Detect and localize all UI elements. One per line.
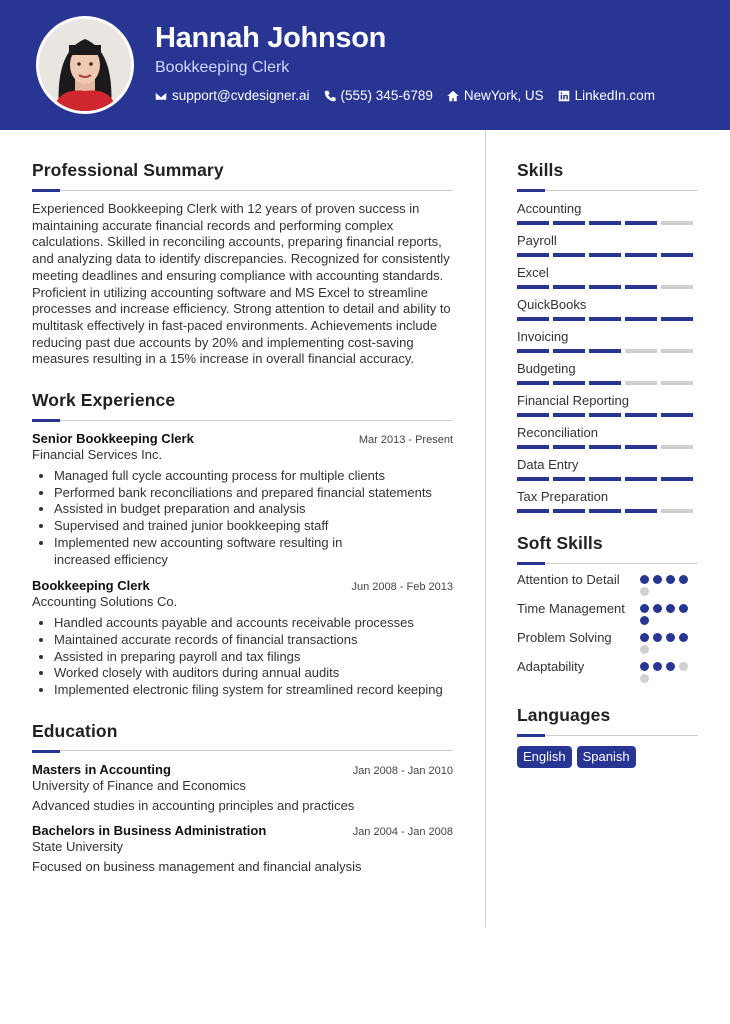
skills-list	[517, 201, 698, 513]
soft-skills-section	[517, 533, 698, 683]
skill-level-segment	[661, 285, 693, 289]
education-date: Jan 2008 - Jan 2010	[352, 764, 453, 777]
language-badge: Spanish	[577, 746, 636, 768]
list-item: • Assisted in budget preparation and analysis	[54, 501, 453, 518]
soft-skill-rating	[640, 572, 698, 596]
skill-level-segment	[553, 317, 585, 321]
job-date: Jun 2008 - Feb 2013	[351, 581, 453, 594]
skill-level-bar	[517, 381, 698, 385]
contact-location	[447, 88, 544, 103]
home-icon	[447, 90, 459, 102]
skill-level-bar	[517, 253, 698, 257]
contact-location-text: NewYork, US	[463, 88, 544, 103]
resume-header	[0, 0, 730, 130]
skill-level-segment	[589, 381, 621, 385]
rating-dot	[653, 633, 662, 642]
summary-text: Experienced Bookkeeping Clerk with 12 years of proven success in maintaining accurate financial records and performing complex calculations. Skilled in reconciling accounts, preparing financial reports, and analyzing data to identify discrepancies. Recognized for consistently meeting deadlines and ensuring compliance with accounting standards. Proficient in utilizing accounting software and MS Excel to streamline processes and increase efficiency. Strong attention to detail and ability to multitask effectively in fast-paced environments. Achievements include reducing past due accounts by 20% and implementing cost-saving measures resulting in a 15% increase in overall financial accuracy.	[32, 201, 451, 367]
rating-dot	[653, 575, 662, 584]
education-heading: Education	[32, 720, 118, 741]
soft-skill-item	[517, 572, 698, 596]
contact-list	[155, 88, 655, 103]
skill-level-segment	[517, 445, 549, 449]
skill-level-segment	[553, 221, 585, 225]
skill-level-bar	[517, 221, 698, 225]
skill-level-segment	[517, 221, 549, 225]
skill-level-segment	[553, 381, 585, 385]
skill-level-segment	[589, 445, 621, 449]
skill-item	[517, 361, 698, 385]
rating-dot	[640, 662, 649, 671]
summary-section	[32, 160, 453, 368]
candidate-title: Bookkeeping Clerk	[155, 59, 290, 76]
degree-title: Bachelors in Business Administration	[32, 822, 267, 838]
skill-level-segment	[661, 381, 693, 385]
list-item: • Worked closely with auditors during annual audits	[54, 665, 453, 682]
skill-level-segment	[517, 509, 549, 513]
skill-level-segment	[517, 285, 549, 289]
list-item: • Supervised and trained junior bookkeeping staff	[54, 518, 453, 535]
experience-section	[32, 390, 453, 699]
soft-skill-item	[517, 630, 698, 654]
job-date: Mar 2013 - Present	[358, 434, 453, 447]
soft-skill-name: Problem Solving	[517, 630, 612, 645]
soft-skills-heading: Soft Skills	[517, 533, 603, 553]
skill-level-segment	[625, 381, 657, 385]
skill-name: Reconciliation	[517, 425, 598, 440]
section-underline	[517, 189, 698, 191]
skill-item	[517, 489, 698, 513]
rating-dot	[640, 604, 649, 613]
contact-email-text: support@cvdesigner.ai	[172, 88, 310, 103]
soft-skill-name: Adaptability	[517, 659, 585, 674]
skill-level-segment	[625, 317, 657, 321]
skill-level-segment	[625, 509, 657, 513]
contact-phone-text: (555) 345-6789	[340, 88, 433, 103]
skill-level-segment	[517, 413, 549, 417]
skill-name: QuickBooks	[517, 297, 587, 312]
rating-dot	[640, 616, 649, 625]
soft-skill-rating	[640, 659, 698, 683]
skill-level-bar	[517, 413, 698, 417]
skill-level-segment	[589, 413, 621, 417]
column-divider	[485, 130, 486, 927]
skill-item	[517, 393, 698, 417]
rating-dot	[679, 662, 688, 671]
job-title: Bookkeeping Clerk	[32, 578, 150, 594]
skill-name: Excel	[517, 265, 549, 280]
rating-dot	[679, 604, 688, 613]
skill-level-segment	[661, 253, 693, 257]
skill-item	[517, 265, 698, 289]
skill-item	[517, 425, 698, 449]
skill-level-segment	[589, 253, 621, 257]
job-entry	[32, 431, 453, 568]
phone-icon	[324, 90, 336, 102]
skill-level-segment	[661, 477, 693, 481]
job-entry	[32, 578, 453, 699]
section-underline	[32, 189, 453, 191]
job-bullets	[32, 468, 453, 568]
education-description: Advanced studies in accounting principles and practices	[32, 797, 355, 813]
summary-heading: Professional Summary	[32, 160, 224, 180]
school-name: University of Finance and Economics	[32, 777, 246, 793]
skill-level-segment	[625, 349, 657, 353]
rating-dot	[679, 575, 688, 584]
skill-name: Data Entry	[517, 457, 579, 472]
skill-level-segment	[625, 413, 657, 417]
soft-skills-list	[517, 572, 698, 683]
list-item: • Maintained accurate records of financial transactions	[54, 632, 453, 649]
skill-item	[517, 329, 698, 353]
rating-dot	[653, 604, 662, 613]
skill-level-segment	[661, 445, 693, 449]
main-column	[32, 160, 453, 874]
job-bullets	[32, 615, 453, 699]
education-entry	[32, 823, 453, 874]
education-entry	[32, 762, 453, 813]
skill-level-segment	[553, 477, 585, 481]
job-title: Senior Bookkeeping Clerk	[32, 431, 194, 447]
list-item: • Assisted in preparing payroll and tax filings	[54, 649, 453, 666]
skill-level-segment	[517, 381, 549, 385]
soft-skill-item	[517, 659, 698, 683]
soft-skill-rating	[640, 630, 698, 654]
skill-level-segment	[625, 445, 657, 449]
section-underline	[517, 562, 698, 564]
skill-level-segment	[589, 509, 621, 513]
skill-level-segment	[625, 221, 657, 225]
skill-level-segment	[589, 317, 621, 321]
skill-level-segment	[553, 445, 585, 449]
profile-photo	[36, 16, 134, 114]
skill-level-segment	[553, 413, 585, 417]
skill-level-segment	[625, 477, 657, 481]
skill-level-segment	[589, 285, 621, 289]
rating-dot	[679, 633, 688, 642]
rating-dot	[640, 633, 649, 642]
skill-level-segment	[661, 221, 693, 225]
language-badge: English	[517, 746, 572, 768]
skill-name: Financial Reporting	[517, 393, 630, 408]
contact-phone[interactable]	[324, 88, 433, 103]
skill-level-segment	[517, 253, 549, 257]
skill-name: Payroll	[517, 233, 557, 248]
degree-title: Masters in Accounting	[32, 761, 171, 777]
skill-level-bar	[517, 477, 698, 481]
section-underline	[32, 750, 453, 752]
education-section	[32, 721, 453, 874]
skill-level-bar	[517, 445, 698, 449]
languages-list	[517, 746, 698, 768]
linkedin-icon	[558, 90, 570, 102]
list-item: • Handled accounts payable and accounts receivable processes	[54, 615, 453, 632]
skill-level-segment	[661, 413, 693, 417]
rating-dot	[666, 662, 675, 671]
side-column	[517, 160, 698, 768]
skill-level-segment	[553, 349, 585, 353]
languages-section	[517, 705, 698, 768]
skill-name: Invoicing	[517, 329, 569, 344]
job-company: Financial Services Inc.	[32, 447, 163, 463]
soft-skill-item	[517, 601, 698, 625]
skill-level-segment	[589, 349, 621, 353]
skill-name: Accounting	[517, 201, 582, 216]
rating-dot	[640, 645, 649, 654]
languages-heading: Languages	[517, 705, 611, 725]
rating-dot	[640, 575, 649, 584]
skill-level-segment	[661, 317, 693, 321]
skill-level-segment	[625, 253, 657, 257]
skill-level-segment	[517, 477, 549, 481]
skill-level-bar	[517, 509, 698, 513]
avatar	[39, 19, 131, 111]
list-item: • Implemented electronic filing system for streamlined record keeping	[54, 682, 453, 699]
soft-skill-rating	[640, 601, 698, 625]
list-item: • Implemented new accounting software resulting in increased efficiency	[54, 535, 453, 568]
job-company: Accounting Solutions Co.	[32, 594, 178, 610]
skill-item	[517, 201, 698, 225]
experience-heading: Work Experience	[32, 390, 176, 411]
skill-level-bar	[517, 349, 698, 353]
skill-level-segment	[553, 253, 585, 257]
contact-linkedin-text: LinkedIn.com	[574, 88, 655, 103]
soft-skill-name: Time Management	[517, 601, 625, 616]
rating-dot	[653, 662, 662, 671]
skill-item	[517, 457, 698, 481]
envelope-icon	[155, 90, 167, 102]
skill-name: Tax Preparation	[517, 489, 609, 504]
education-date: Jan 2004 - Jan 2008	[352, 825, 453, 838]
skill-level-segment	[589, 221, 621, 225]
education-description: Focused on business management and financial analysis	[32, 858, 362, 874]
section-underline	[517, 734, 698, 736]
contact-linkedin[interactable]	[558, 88, 655, 103]
candidate-name: Hannah Johnson	[155, 22, 387, 54]
skills-section	[517, 160, 698, 513]
skill-name: Budgeting	[517, 361, 576, 376]
skill-item	[517, 297, 698, 321]
contact-email[interactable]	[155, 88, 310, 103]
rating-dot	[640, 674, 649, 683]
skills-heading: Skills	[517, 160, 564, 180]
rating-dot	[666, 633, 675, 642]
school-name: State University	[32, 838, 124, 854]
skill-level-segment	[517, 317, 549, 321]
skill-level-segment	[553, 509, 585, 513]
list-item: • Performed bank reconciliations and prepared financial statements	[54, 485, 453, 502]
skill-level-segment	[517, 349, 549, 353]
skill-level-segment	[625, 285, 657, 289]
list-item: • Managed full cycle accounting process for multiple clients	[54, 468, 453, 485]
section-underline	[32, 419, 453, 421]
rating-dot	[666, 575, 675, 584]
skill-level-segment	[553, 285, 585, 289]
skill-level-bar	[517, 285, 698, 289]
skill-level-segment	[589, 477, 621, 481]
skill-item	[517, 233, 698, 257]
skill-level-segment	[661, 509, 693, 513]
skill-level-segment	[661, 349, 693, 353]
soft-skill-name: Attention to Detail	[517, 572, 620, 587]
rating-dot	[640, 587, 649, 596]
rating-dot	[666, 604, 675, 613]
skill-level-bar	[517, 317, 698, 321]
